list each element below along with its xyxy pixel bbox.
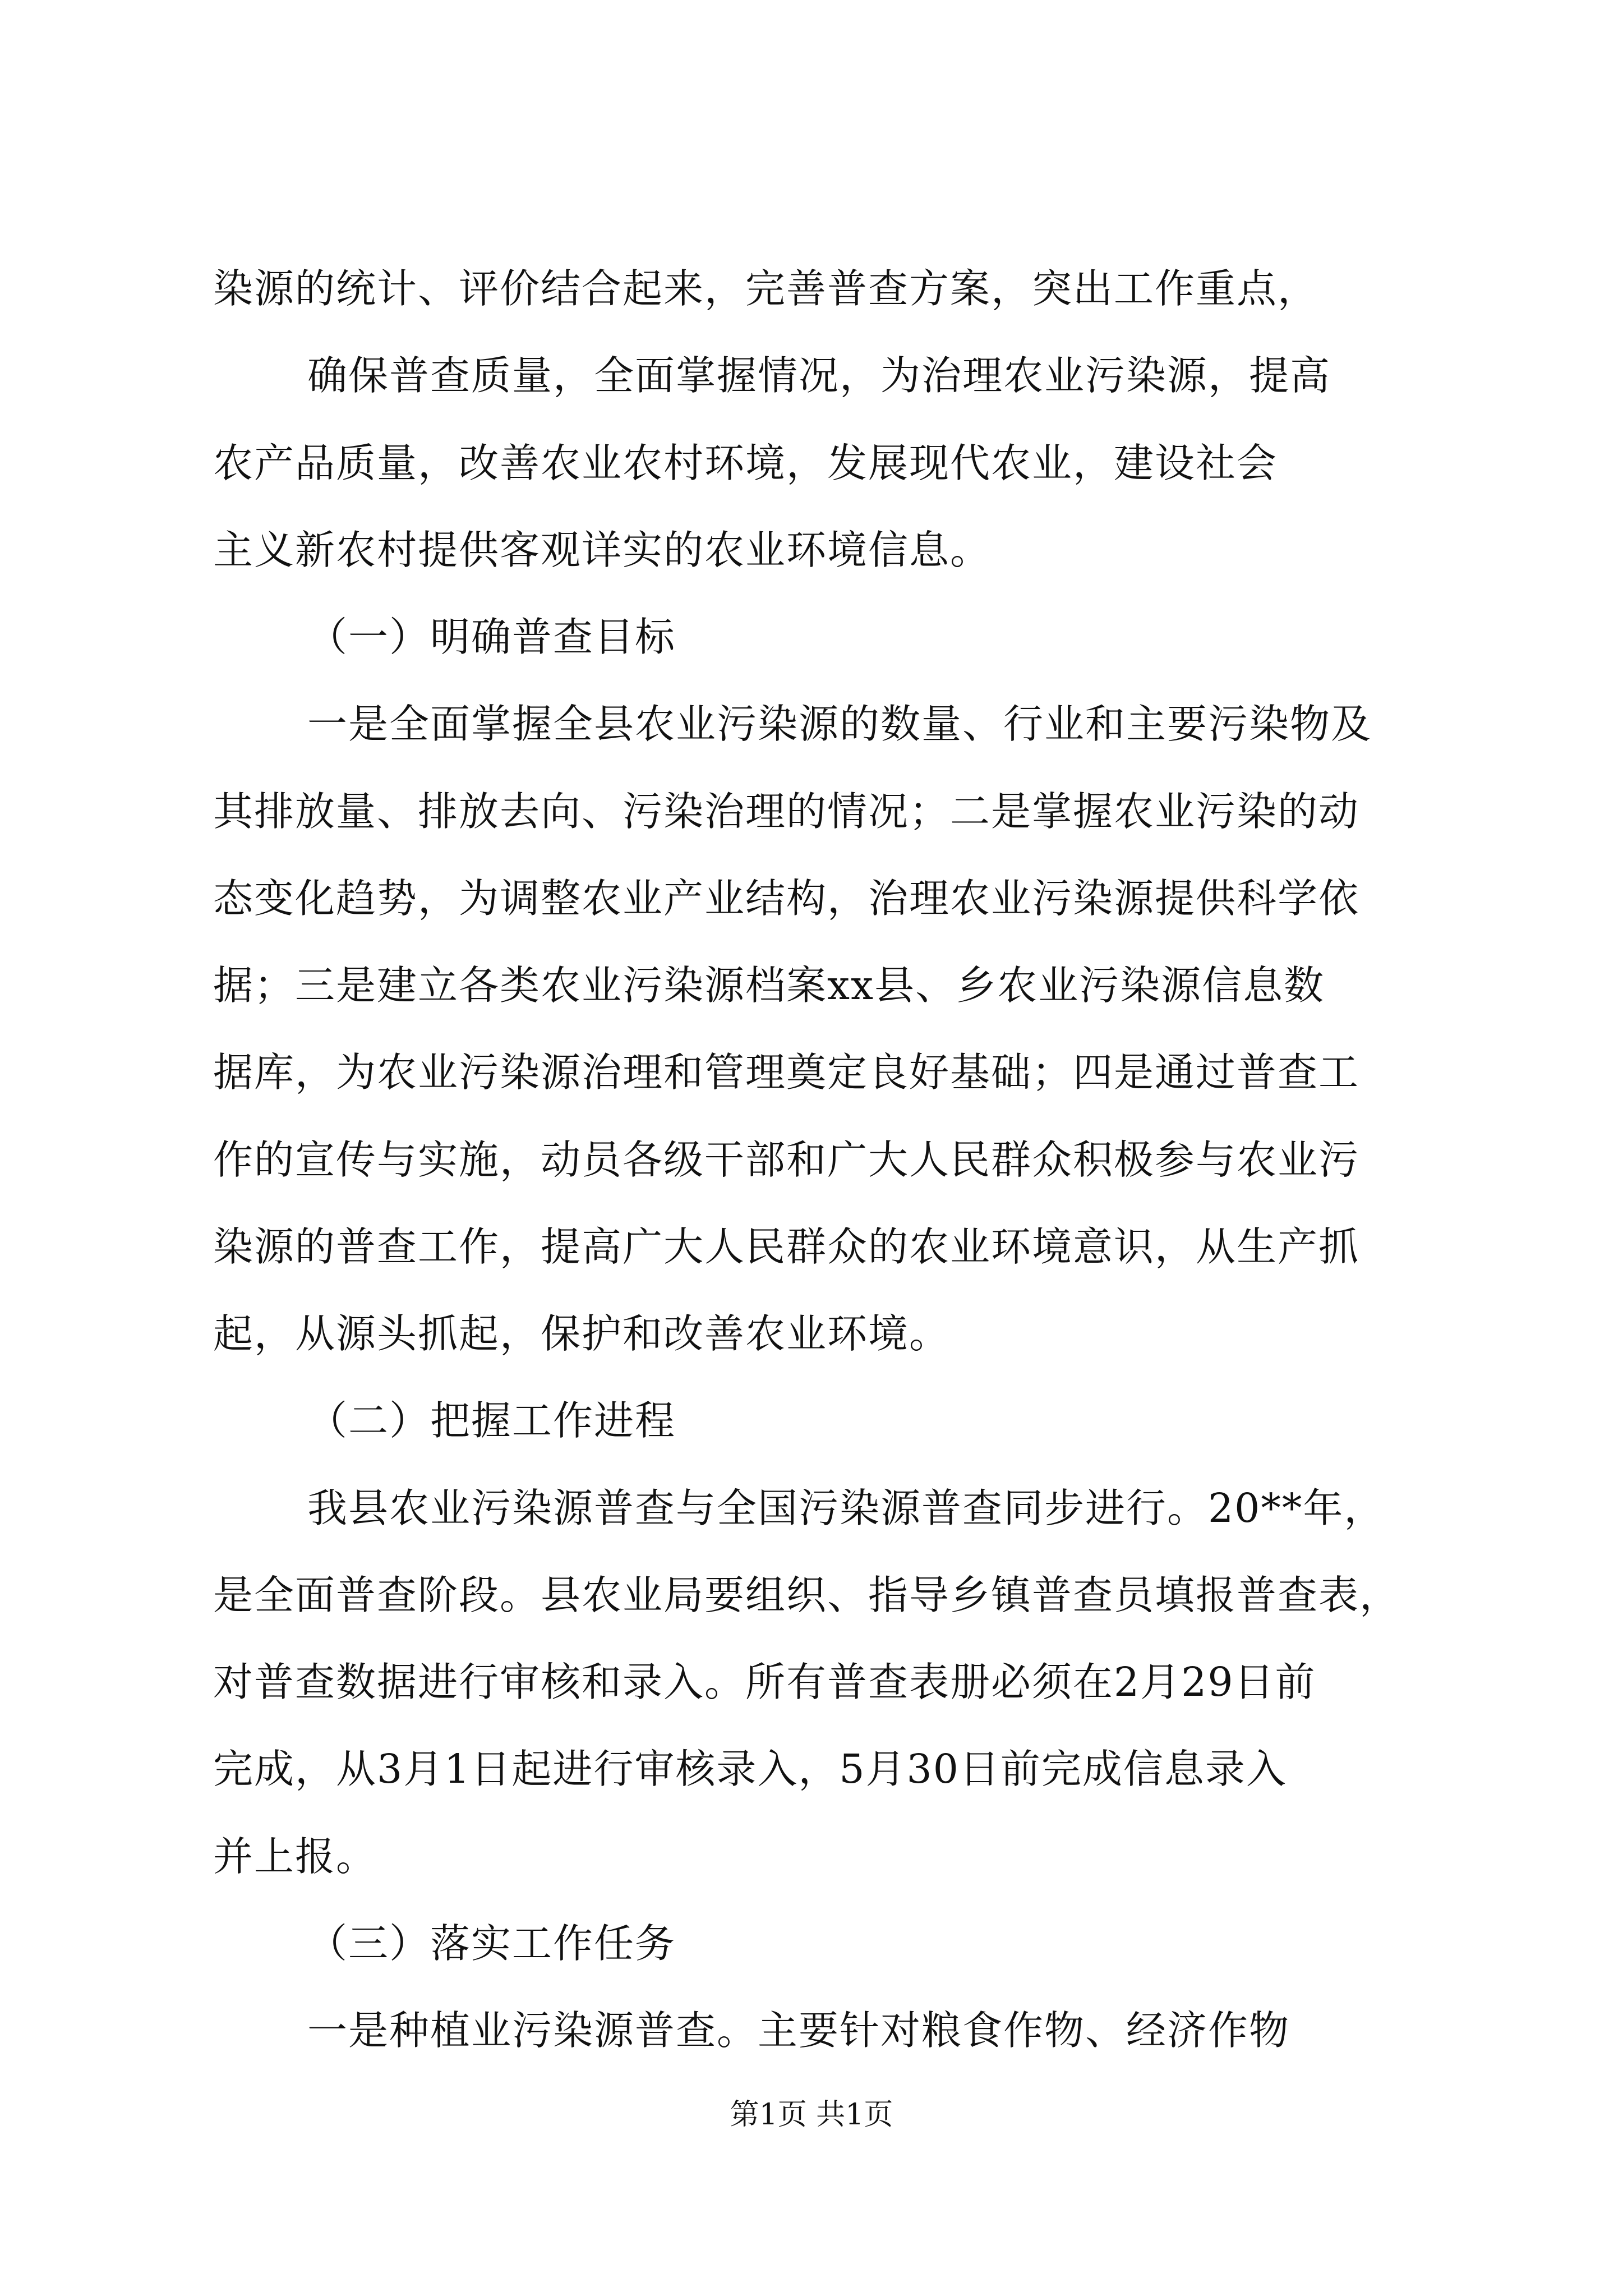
text-line: 据库，为农业污染源治理和管理奠定良好基础；四是通过普查工	[213, 1049, 1360, 1096]
text-line: 一是全面掌握全县农业污染源的数量、行业和主要污染物及	[307, 701, 1372, 747]
text-line: 染源的普查工作，提高广大人民群众的农业环境意识，从生产抓	[213, 1223, 1360, 1270]
section-heading: （一）明确普查目标	[307, 614, 676, 660]
text-line: 染源的统计、评价结合起来，完善普查方案，突出工作重点，	[213, 265, 1319, 312]
text-line: 我县农业污染源普查与全国污染源普查同步进行。20**年，	[307, 1485, 1385, 1531]
section-heading: （二）把握工作进程	[307, 1397, 676, 1444]
text-line: 起，从源头抓起，保护和改善农业环境。	[213, 1310, 951, 1357]
text-line: 是全面普查阶段。县农业局要组织、指导乡镇普查员填报普查表，	[213, 1572, 1401, 1618]
section-heading: （三）落实工作任务	[307, 1920, 676, 1967]
text-line: 主义新农村提供客观详实的农业环境信息。	[213, 527, 992, 573]
text-line: 其排放量、排放去向、污染治理的情况；二是掌握农业污染的动	[213, 788, 1360, 835]
text-line: 确保普查质量，全面掌握情况，为治理农业污染源，提高	[307, 352, 1331, 399]
text-line: 一是种植业污染源普查。主要针对粮食作物、经济作物	[307, 2007, 1290, 2054]
text-line: 并上报。	[213, 1833, 377, 1880]
text-line: 作的宣传与实施，动员各级干部和广大人民群众积极参与农业污	[213, 1137, 1360, 1183]
text-line: 农产品质量，改善农业农村环境，发展现代农业，建设社会	[213, 440, 1278, 486]
text-line: 完成，从3月1日起进行审核录入，5月30日前完成信息录入	[213, 1746, 1287, 1792]
text-line: 据；三是建立各类农业污染源档案xx县、乡农业污染源信息数	[213, 962, 1325, 1009]
text-line: 态变化趋势，为调整农业产业结构，治理农业污染源提供科学依	[213, 875, 1360, 922]
page-footer: 第1页 共1页	[730, 2098, 893, 2132]
text-line: 对普查数据进行审核和录入。所有普查表册必须在2月29日前	[213, 1659, 1316, 1705]
